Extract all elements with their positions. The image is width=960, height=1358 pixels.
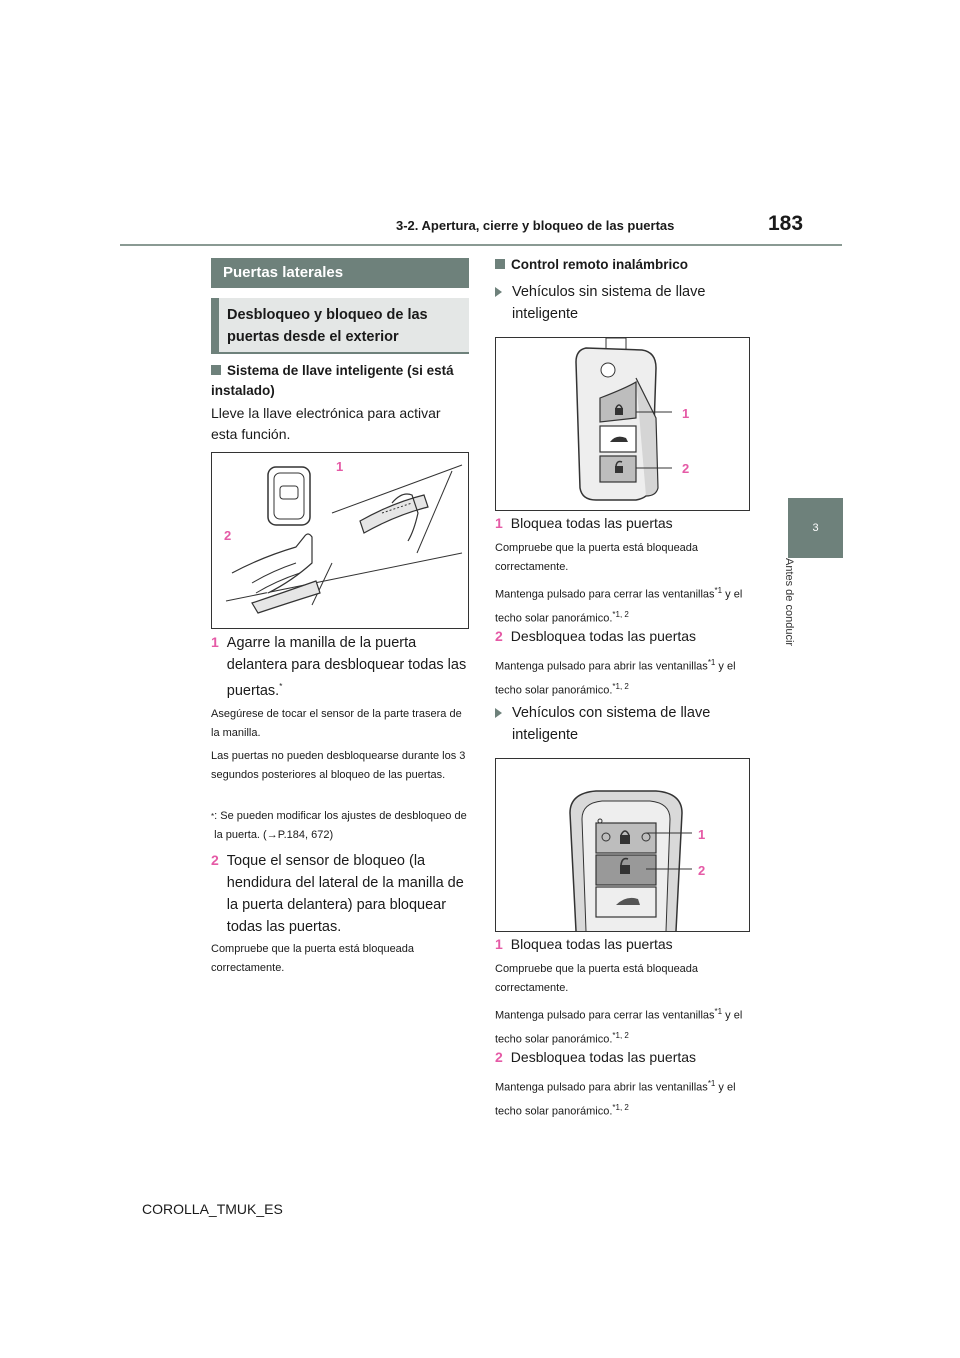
flip-key-figure [495, 337, 750, 511]
callout-1: 1 [336, 459, 344, 474]
footnote: * : Se pueden modificar los ajustes de desbloqueo de la puerta. (→P.184, 672) [211, 810, 467, 841]
remote-item-2: 2 Desbloquea todas las puertas [495, 628, 697, 644]
callout-1: 1 [698, 827, 706, 842]
note-locked: Compruebe que la puerta está bloqueada correctamente. [211, 943, 415, 974]
item-2-text: Toque el sensor de bloqueo (la hendidura del lateral de la manilla de la puerta delantera) para bloquear todas las puertas. [226, 853, 464, 935]
remote-note-locked: Compruebe que la puerta está bloqueada correctamente. [495, 542, 699, 573]
square-bullet-icon [211, 365, 221, 375]
triangle-bullet-icon [495, 287, 502, 297]
flip-key-illustration [496, 338, 749, 510]
item-1-number: 1 [211, 634, 219, 650]
door-handle-figure [211, 452, 469, 629]
smart-note-close: Mantenga pulsado para cerrar las ventanillas$^{*1}$ y el techo solar panorámico.$^{*1, 2}$ [495, 1007, 743, 1046]
chapter-tab: 3 [788, 498, 843, 558]
smart-item-2: 2 Desbloquea todas las puertas [495, 1049, 697, 1065]
smart-key-illustration [496, 759, 749, 931]
section-heading: Puertas laterales [211, 258, 469, 288]
intro-text: Lleve la llave electrónica para activar esta función. [211, 405, 441, 442]
callout-1: 1 [682, 406, 690, 421]
smart-heading: Vehículos con sistema de llave inteligente [495, 702, 755, 746]
sub-heading: Desbloqueo y bloqueo de las puertas desde el exterior [211, 298, 469, 354]
remote-item-1: 1 Bloquea todas las puertas [495, 515, 673, 531]
page-number: 183 [768, 212, 804, 235]
callout-2: 2 [698, 863, 706, 878]
smart-note-open: Mantenga pulsado para abrir las ventanillas$^{*1}$ y el techo solar panorámico.$^{*1, 2}$ [495, 1079, 736, 1118]
chapter-label: Antes de conducir [783, 558, 795, 647]
item-1 [211, 632, 469, 702]
item-1-text: Agarre la manilla de la puerta delantera para desbloquear todas las puertas. [226, 635, 467, 699]
remote-heading: Control remoto inalámbrico [495, 255, 765, 275]
smart-key-figure [495, 758, 750, 932]
note-delay: Las puertas no pueden desbloquearse durante los 3 segundos posteriores al bloqueo de las puertas. [211, 750, 466, 781]
nonsmart-heading: Vehículos sin sistema de llave inteligente [495, 281, 755, 325]
smart-note-locked: Compruebe que la puerta está bloqueada correctamente. [495, 963, 699, 994]
triangle-bullet-icon [495, 708, 502, 718]
square-bullet-icon [495, 259, 505, 269]
smart-item-1: 1 Bloquea todas las puertas [495, 936, 673, 952]
remote-note-open: Mantenga pulsado para abrir las ventanillas$^{*1}$ y el techo solar panorámico.$^{*1, 2}$ [495, 658, 736, 697]
item-2 [211, 850, 469, 938]
header-divider [120, 244, 842, 246]
footnote-marker: * [279, 682, 283, 691]
callout-2: 2 [682, 461, 690, 476]
note-sensor: Asegúrese de tocar el sensor de la parte trasera de la manilla. [211, 708, 462, 739]
callout-2: 2 [224, 528, 232, 543]
running-header: 3-2. Apertura, cierre y bloqueo de las puertas [396, 218, 675, 233]
smart-key-heading: Sistema de llave inteligente (si está instalado) [211, 363, 454, 398]
door-handle-illustration [212, 453, 468, 628]
remote-note-close: Mantenga pulsado para cerrar las ventanillas$^{*1}$ y el techo solar panorámico.$^{*1, 2}$ [495, 586, 743, 625]
item-2-number: 2 [211, 852, 219, 868]
document-code: COROLLA_TMUK_ES [142, 1201, 283, 1217]
chapter-label-container [783, 558, 807, 678]
